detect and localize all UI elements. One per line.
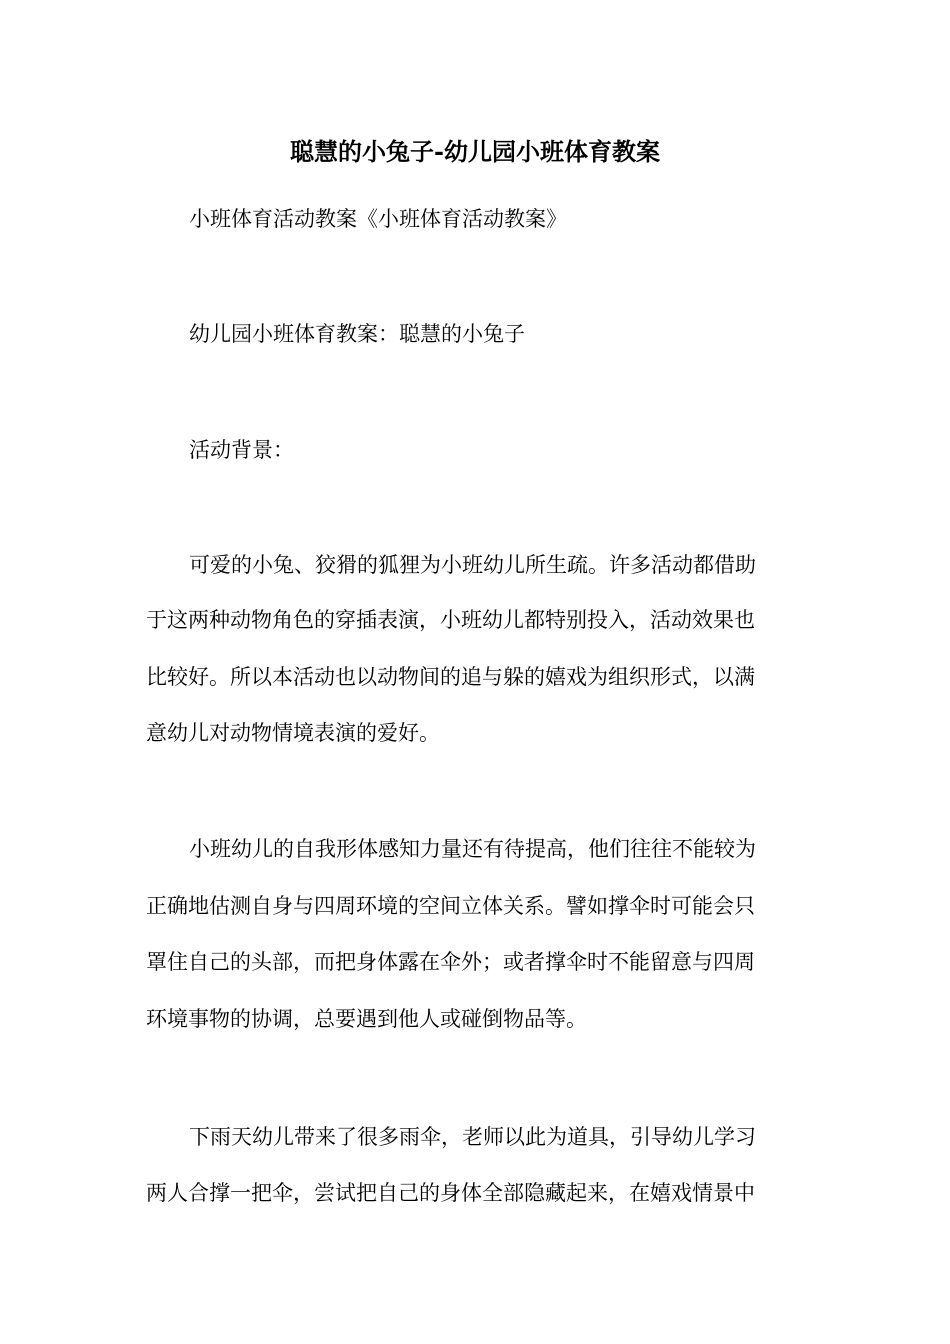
paragraph-1-line-2: 于这两种动物角色的穿插表演，小班幼儿都特别投入，活动效果也: [146, 608, 755, 632]
paragraph-1-line-4: 意幼儿对动物情境表演的爱好。: [146, 721, 440, 745]
heading-line: 幼儿园小班体育教案：聪慧的小兔子: [189, 322, 525, 346]
paragraph-3-line-1: 下雨天幼儿带来了很多雨伞，老师以此为道具，引导幼儿学习: [189, 1125, 756, 1149]
paragraph-2-line-3: 罩住自己的头部，而把身体露在伞外；或者撑伞时不能留意与四周: [146, 950, 755, 974]
paragraph-1-line-1: 可爱的小兔、狡猾的狐狸为小班幼儿所生疏。许多活动都借助: [189, 553, 756, 577]
paragraph-2-line-4: 环境事物的协调，总要遇到他人或碰倒物品等。: [146, 1007, 587, 1031]
subtitle-line: 小班体育活动教案《小班体育活动教案》: [189, 207, 567, 231]
paragraph-3-line-2: 两人合撑一把伞，尝试把自己的身体全部隐藏起来，在嬉戏情景中: [146, 1181, 755, 1205]
paragraph-2-line-2: 正确地估测自身与四周环境的空间立体关系。譬如撑伞时可能会只: [146, 894, 755, 918]
document-title: 聪慧的小兔子-幼儿园小班体育教案: [290, 137, 660, 166]
section-label: 活动背景：: [189, 438, 294, 462]
paragraph-2-line-1: 小班幼儿的自我形体感知力量还有待提高，他们往往不能较为: [189, 837, 756, 861]
paragraph-1-line-3: 比较好。所以本活动也以动物间的追与躲的嬉戏为组织形式，以满: [146, 665, 755, 689]
